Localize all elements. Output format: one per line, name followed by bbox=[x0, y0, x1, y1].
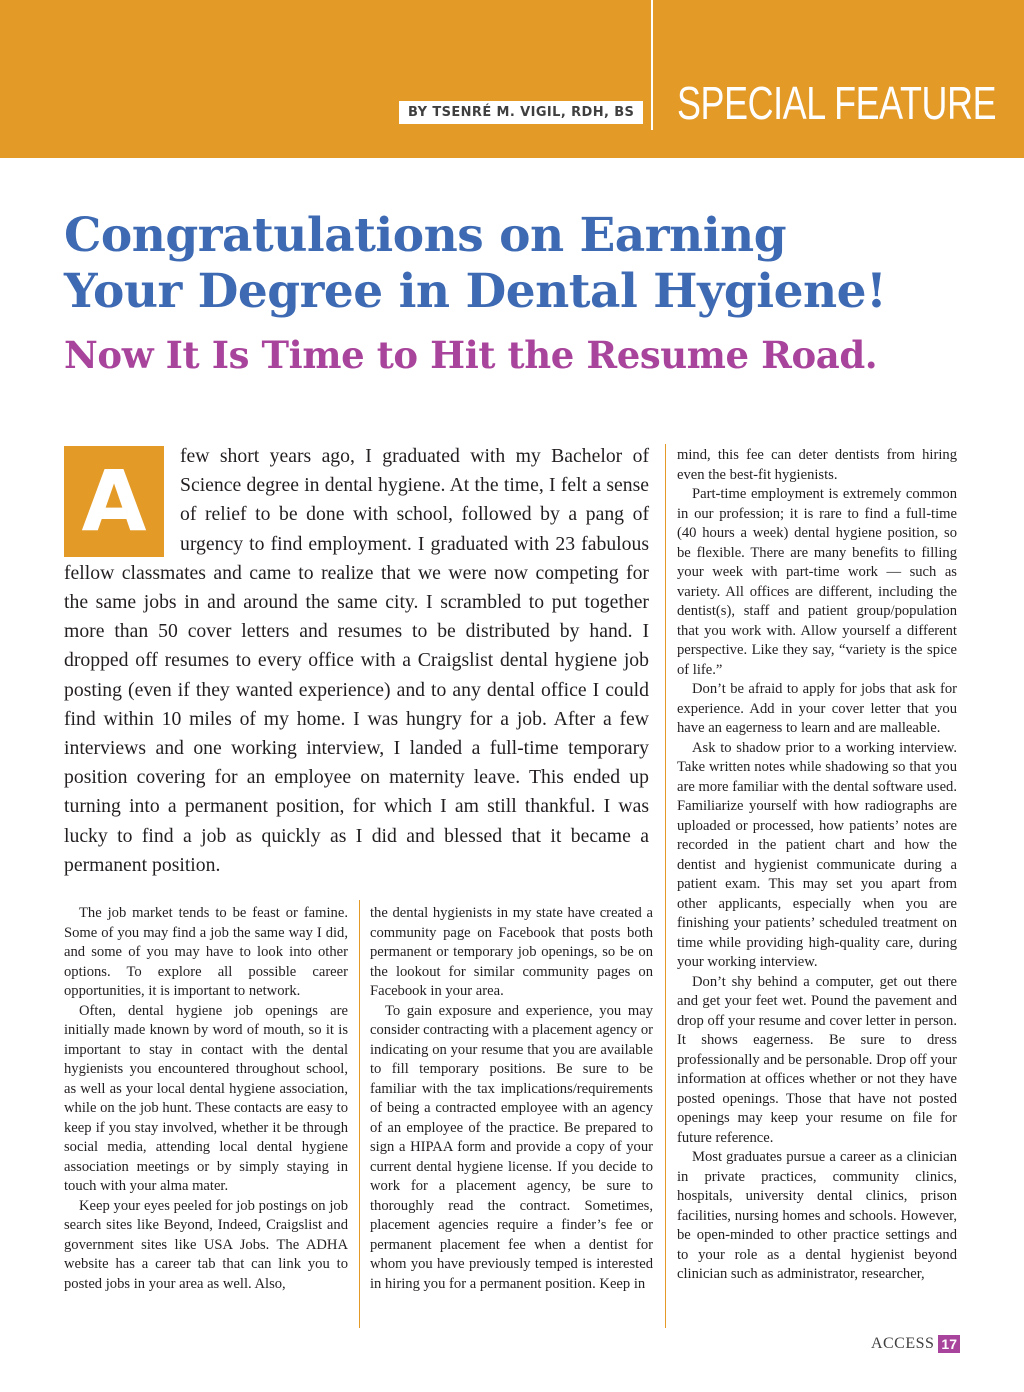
body-column-1 bbox=[64, 904, 348, 1294]
col1-paragraph: The job market tends to be feast or famine. Some of you may find a job the same way I did, and some of you may have to look into other options. To explore all possible career opportunities, it is important to network. bbox=[64, 905, 348, 999]
intro-paragraph bbox=[64, 442, 649, 880]
intro-text: few short years ago, I graduated with my Bachelor of Science degree in dental hygiene. At the time, I felt a sense of relief to be done with school, followed by a pang of urgency to find employment. I graduated with 23 fabulous fellow classmates and came to realize that we were now competing for the same jobs in and around the same city. I scrambled to put together more than 50 cover letters and resumes to be distributed by hand. I dropped off resumes to every office with a Craigslist dental hygiene job posting (even if they wanted experience) and to any dental office I could find within 10 miles of my home. I was hungry for a job. After a few interviews and one working interview, I landed a full-time temporary position covering for an employee on maternity leave. This ended up turning into a permanent position, for which I am still thankful. I was lucky to find a job as quickly as I did and blessed that it became a permanent position. bbox=[64, 445, 649, 876]
article-subtitle: Now It Is Time to Hit the Resume Road. bbox=[64, 333, 878, 377]
col3-paragraph: Ask to shadow prior to a working interview. Take written notes while shadowing so that you are more familiar with the dental software used. Familiarize yourself with how radiographs are uploaded or processed, how patients’ notes are recorded in the patient chart and how the dentist and hygienist communicate during a patient exam. This may set you apart from other applicants, especially when you are finishing your patients’ scheduled treatment on time while providing high-quality care, during your working interview. bbox=[677, 739, 957, 970]
drop-cap: A bbox=[64, 446, 164, 557]
author-byline: BY TSENRÉ M. VIGIL, RDH, BS bbox=[399, 101, 643, 124]
header-divider bbox=[651, 0, 653, 130]
body-column-3 bbox=[677, 446, 957, 1285]
col3-paragraph: Don’t be afraid to apply for jobs that ask for experience. Add in your cover letter that you have an eagerness to learn and are malleable. bbox=[677, 681, 957, 736]
col2-paragraph: the dental hygienists in my state have created a community page on Facebook that posts both permanent or temporary job openings, so be on the lookout for similar community pages on Facebook in your area. bbox=[370, 905, 653, 999]
col1-paragraph: Keep your eyes peeled for job postings on job search sites like Beyond, Indeed, Craigslist and government sites like USA Jobs. The ADHA website has a career tab that can link you to posted jobs in your area as well. Also, bbox=[64, 1197, 348, 1292]
publication-name: ACCESS bbox=[870, 1335, 935, 1352]
title-line-1: Congratulations on Earning bbox=[64, 208, 787, 263]
col3-paragraph: Most graduates pursue a career as a clinician in private practices, community clinics, hospitals, university dental clinics, prison facilities, nursing homes and schools. However, be open-minded to other practice settings and to your role as a dental hygienist beyond clinician such as administrator, researcher, bbox=[677, 1149, 957, 1282]
section-label: SPECIAL FEATURE bbox=[677, 77, 997, 129]
body-column-2 bbox=[370, 904, 653, 1294]
col2-paragraph: To gain exposure and experience, you may consider contracting with a placement agency or indicating on your resume that you are available to fill temporary positions. Be sure to be familiar with the tax implications/requirements of being a contracted employee with an agency of an employee of the practice. Be prepared to sign a HIPAA form and provide a copy of your current dental hygiene license. If you decide to work for a placement agency, be sure to thoroughly read the contract. Sometimes, placement agencies require a finder’s fee or permanent placement fee when a dentist for whom you have previously temped is interested in hiring you for a permanent position. Keep in bbox=[370, 1002, 653, 1292]
col3-paragraph: Don’t shy behind a computer, get out there and get your feet wet. Pound the pavement and drop off your resume and cover letter in person. It shows eagerness. Be sure to dress professionally and be personable. Drop off your information at offices whether or not they have posted openings. Those that have not posted openings may keep your resume on file for future reference. bbox=[677, 973, 957, 1146]
title-line-2: Your Degree in Dental Hygiene! bbox=[64, 264, 887, 319]
column-rule-1 bbox=[359, 900, 360, 1328]
column-rule-2 bbox=[665, 444, 666, 1328]
page-footer bbox=[871, 1335, 960, 1353]
article-title bbox=[64, 208, 994, 320]
col3-paragraph: mind, this fee can deter dentists from hiring even the best-fit hygienists. bbox=[677, 447, 957, 483]
col3-paragraph: Part-time employment is extremely common in our profession; it is rare to find a full-time (40 hours a week) dental hygiene position, so be flexible. There are many benefits to filling your week with part-time work — such as variety. All offices are different, including the dentist(s), staff and patient group/population that you work with. Allow yourself a different perspective. Like they say, “variety is the spice of life.” bbox=[677, 486, 957, 678]
page-number: 17 bbox=[938, 1335, 960, 1353]
col1-paragraph: Often, dental hygiene job openings are initially made known by word of mouth, so it is important to stay in contact with the dental hygienists you encountered throughout school, as well as your local dental hygiene association, while on the job hunt. These contacts are easy to keep if you stay involved, whether it be through social media, attending local dental hygiene association meetings or by simply staying in touch with your alma mater. bbox=[64, 1002, 348, 1194]
